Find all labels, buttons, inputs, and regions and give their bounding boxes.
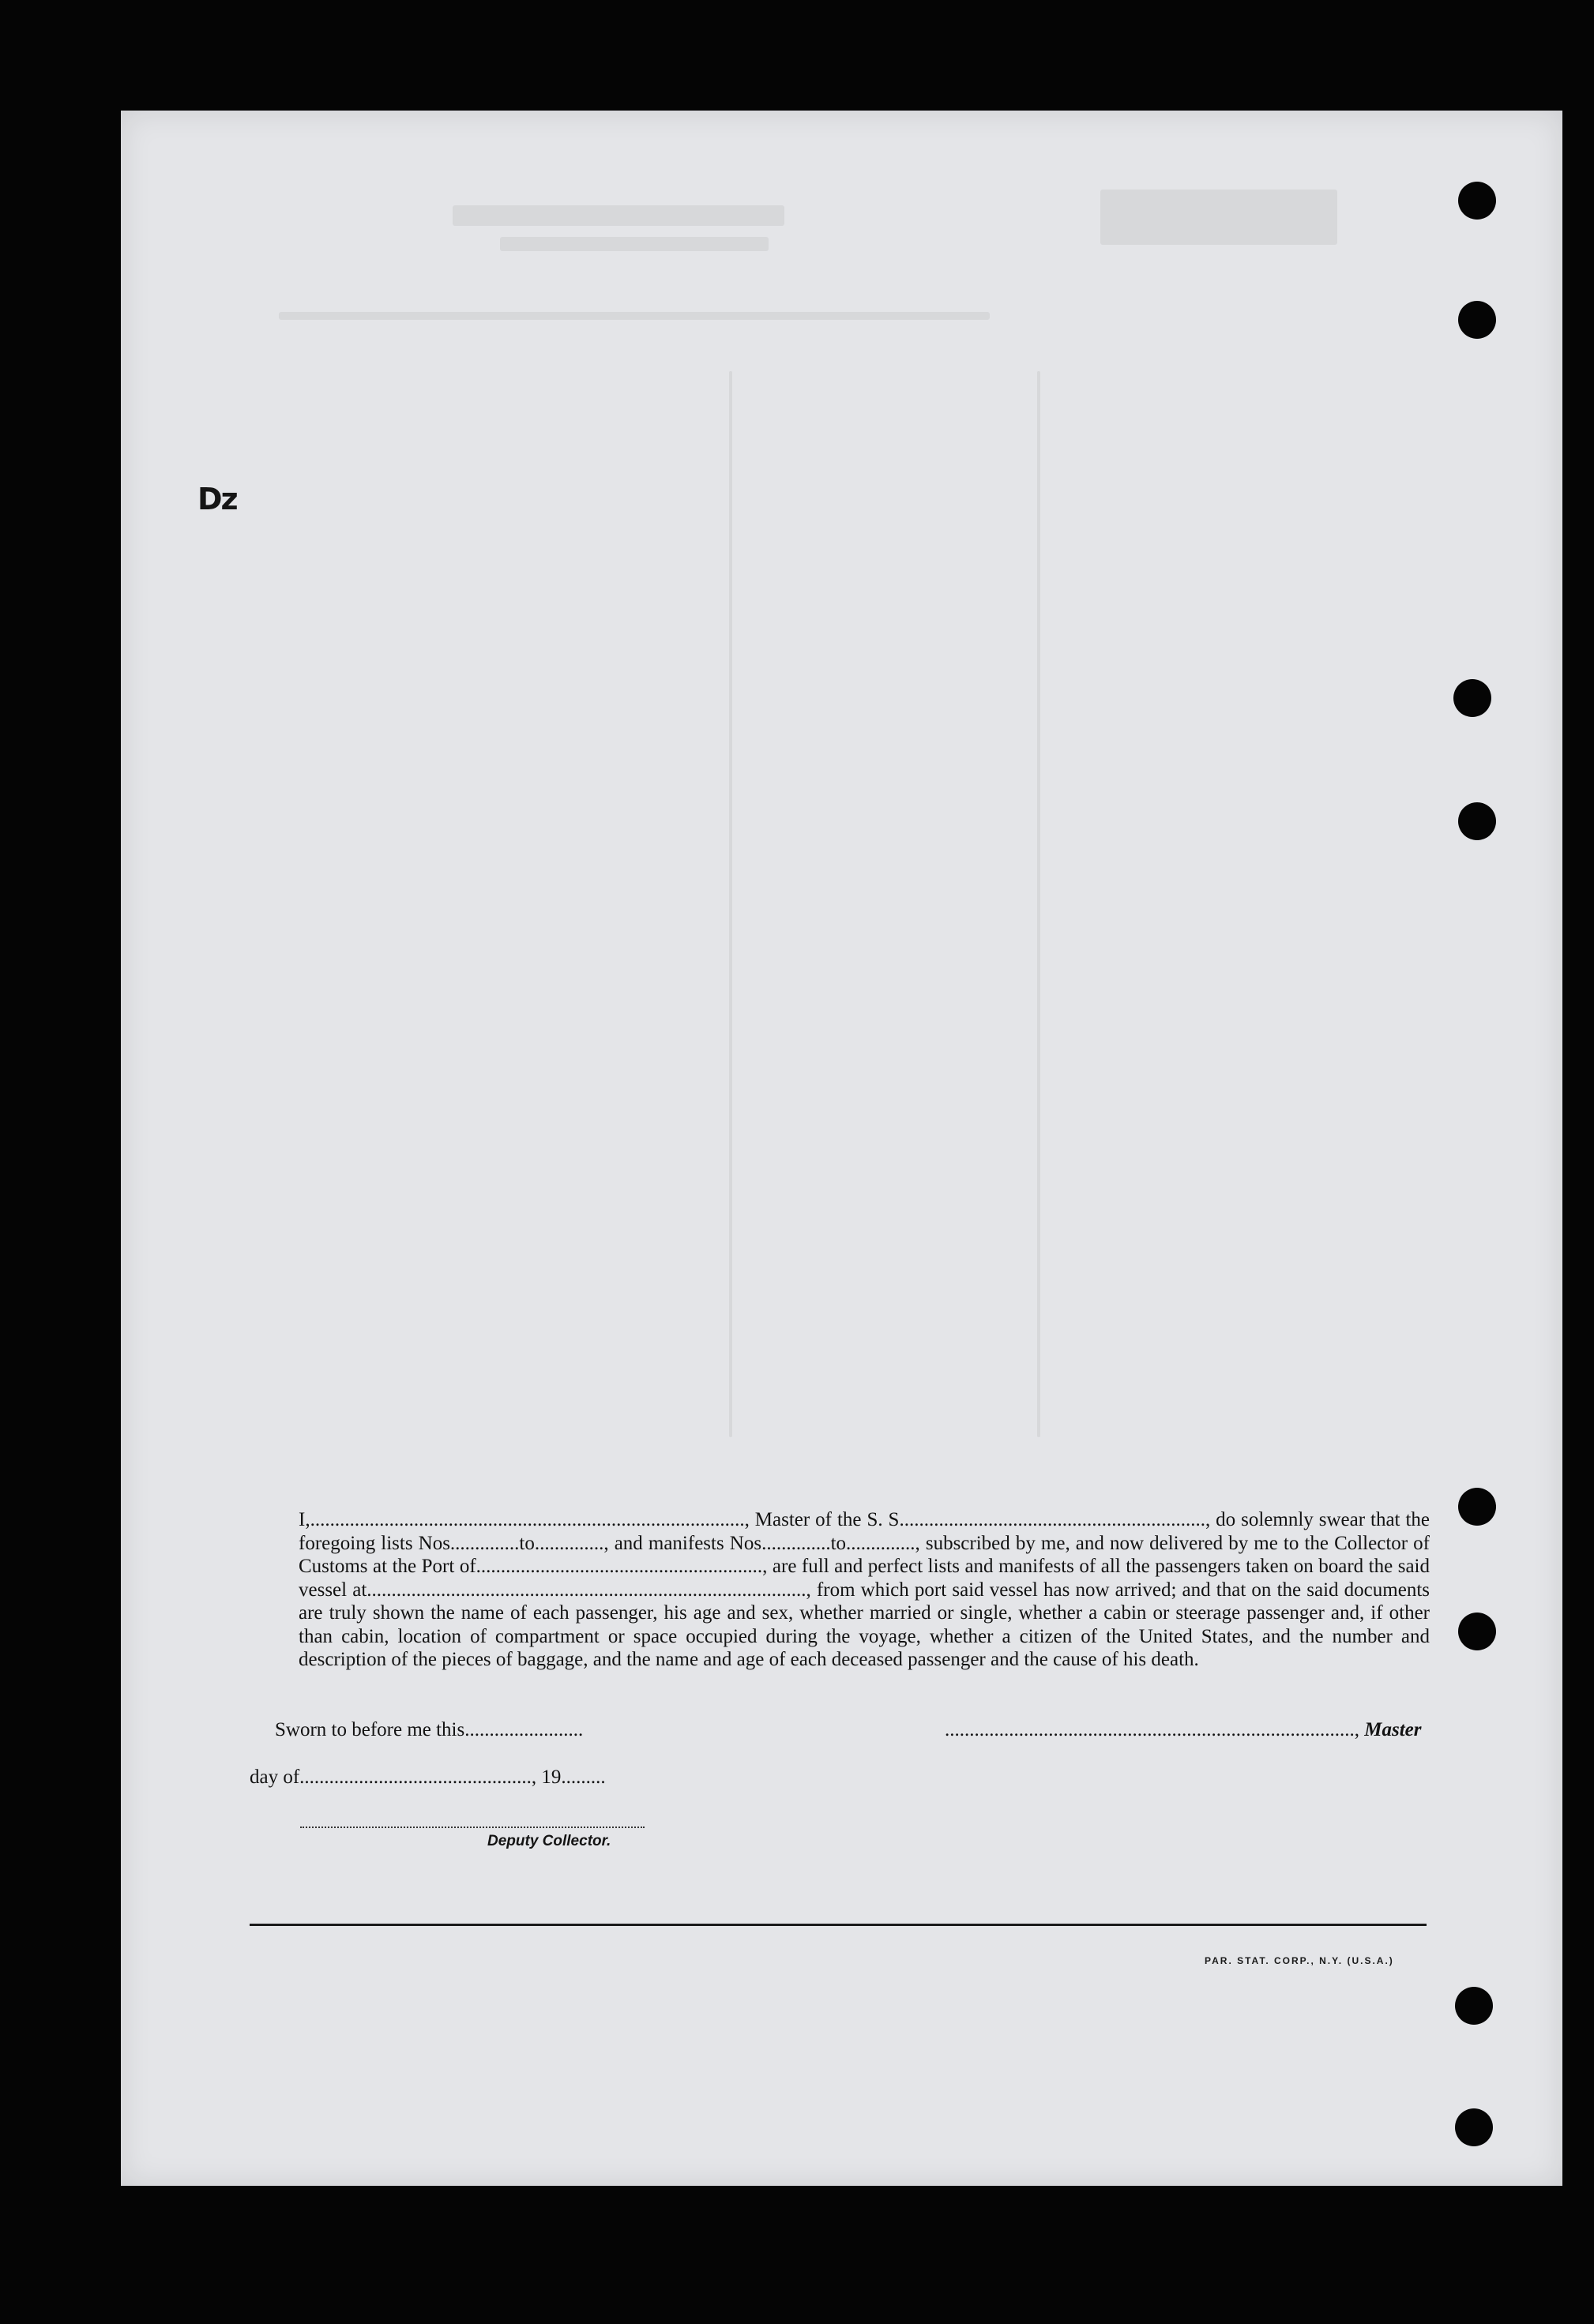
oath-text: I,........................................................................................, Master of the S. S.............................................................., do solemnly swear that the foregoing lists Nos..............to.............., and manifests Nos..............to.............., subscribed by me, and now delivered by me to the Collector of Customs at the Port of.........................................................., are full and perfect lists and manifests of all the passengers taken on board the said vessel at........................................................................................., from which port said vessel has now arrived; and that on the said documents are truly shown the name of each passenger, his age and sex, whether married or single, whether a cabin or steerage passenger and, if other than cabin, location of compartment or space occupied during the voyage, whether a citizen of the United States, and the number and description of the pieces of baggage, and the name and age of each deceased passenger and the cause of his death. [299, 1509, 1430, 1670]
bleed-through-column [729, 371, 732, 1437]
bleed-through-heading [453, 205, 784, 226]
oath-paragraph [251, 1508, 1430, 1672]
stray-ink-mark: Dz [197, 482, 237, 516]
master-signature-row [945, 1719, 1421, 1741]
bleed-through-column [1037, 371, 1040, 1437]
punch-hole [1458, 1488, 1496, 1526]
punch-hole [1458, 1613, 1496, 1650]
punch-hole [1453, 679, 1491, 717]
printer-imprint: PAR. STAT. CORP., N.Y. (U.S.A.) [1205, 1955, 1394, 1966]
bleed-through-line [279, 312, 990, 320]
master-signature-line: ..................................................................................., [945, 1719, 1359, 1740]
punch-hole [1455, 1987, 1493, 2025]
bleed-through-corner [1100, 190, 1337, 245]
punch-hole [1458, 802, 1496, 840]
punch-hole [1458, 301, 1496, 339]
sworn-line: Sworn to before me this........................ [275, 1719, 584, 1740]
master-label: Master [1364, 1719, 1422, 1740]
deputy-signature-line [300, 1827, 645, 1828]
bleed-through-subheading [500, 237, 769, 251]
bottom-rule [250, 1924, 1427, 1926]
day-line: day of..............................................., 19......... [250, 1766, 606, 1788]
deputy-label: Deputy Collector. [487, 1833, 611, 1849]
punch-hole [1458, 182, 1496, 220]
form-sheet [121, 111, 1562, 2186]
punch-hole [1455, 2108, 1493, 2146]
